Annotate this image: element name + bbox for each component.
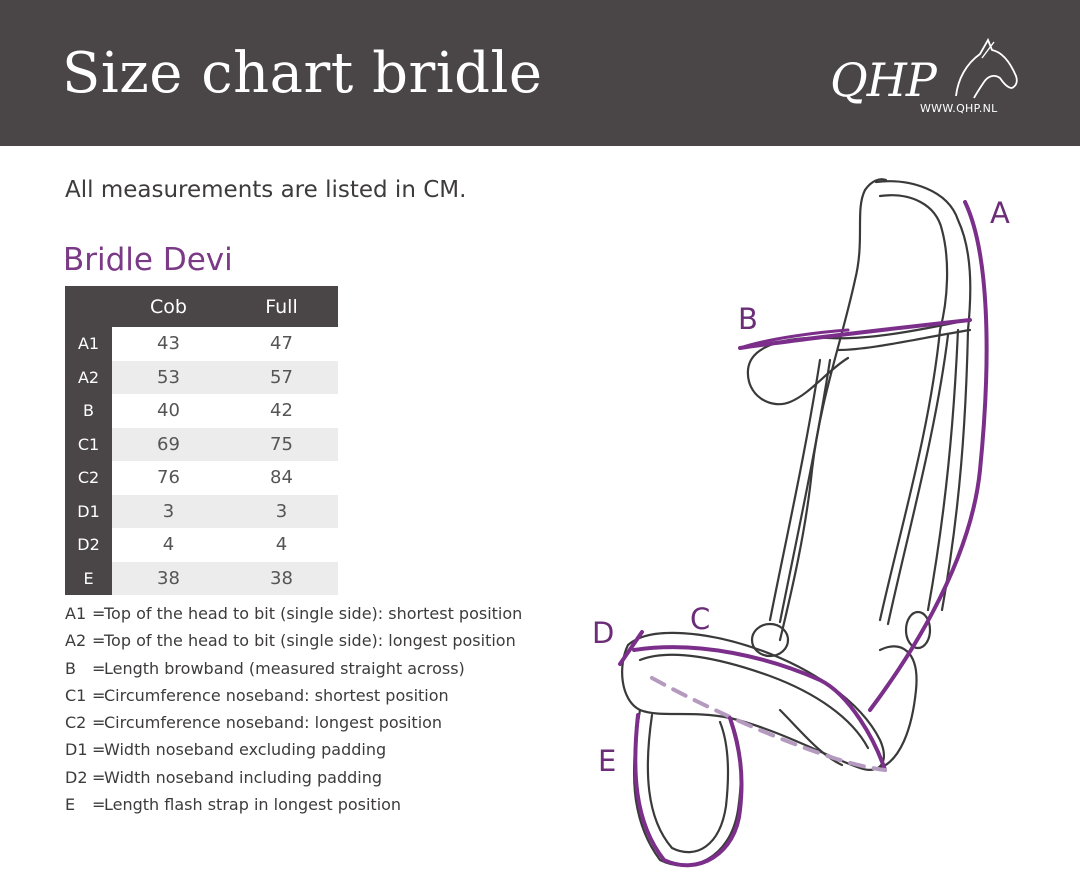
- callout-b: B: [738, 302, 758, 336]
- equals-sign: =: [92, 604, 106, 623]
- legend-text: Circumference noseband: longest position: [104, 713, 443, 733]
- legend-code: D1: [65, 740, 88, 760]
- model-title: Bridle Devi: [63, 242, 233, 278]
- equals-sign: =: [92, 685, 106, 705]
- row-code: A1: [65, 327, 112, 361]
- bridle-illustration-icon: [580, 170, 1060, 878]
- legend-code: B: [65, 658, 76, 678]
- cob-value: 43: [112, 327, 225, 361]
- cob-value: 38: [112, 562, 225, 596]
- cob-value: 4: [112, 528, 225, 562]
- full-value: 84: [225, 461, 338, 495]
- table-row: [65, 562, 338, 596]
- full-value: 4: [225, 528, 338, 562]
- full-value: 47: [225, 327, 338, 361]
- equals-sign: =: [92, 658, 106, 678]
- full-value: 3: [225, 495, 338, 529]
- cob-value: 3: [112, 495, 225, 529]
- legend-item: [65, 600, 522, 627]
- table-corner: [65, 286, 112, 327]
- page-title: Size chart bridle: [62, 41, 543, 106]
- full-value: 42: [225, 394, 338, 428]
- legend-item: [65, 627, 522, 654]
- legend-item: [65, 682, 522, 709]
- horse-head-icon: [936, 34, 1026, 104]
- callout-d: D: [592, 616, 615, 650]
- column-header-cob: Cob: [112, 286, 225, 327]
- legend-item: [65, 764, 522, 791]
- legend-item: [65, 709, 522, 736]
- row-code: B: [65, 394, 112, 428]
- units-note: All measurements are listed in CM.: [65, 177, 467, 203]
- legend-text: Length flash strap in longest position: [104, 795, 402, 815]
- row-code: D2: [65, 528, 112, 562]
- table-row: [65, 461, 338, 495]
- row-code: D1: [65, 495, 112, 529]
- row-code: A2: [65, 361, 112, 395]
- table-row: [65, 327, 338, 361]
- cob-value: 76: [112, 461, 225, 495]
- legend-code: C1: [65, 685, 87, 705]
- equals-sign: =: [92, 740, 106, 760]
- legend-item: [65, 791, 522, 818]
- legend-item: [65, 655, 522, 682]
- row-code: C1: [65, 428, 112, 462]
- cob-value: 69: [112, 428, 225, 462]
- column-header-full: Full: [225, 286, 338, 327]
- table-row: [65, 394, 338, 428]
- bridle-diagram: [580, 170, 1060, 878]
- equals-sign: =: [92, 631, 106, 651]
- legend-text: Width noseband including padding: [104, 767, 382, 787]
- measure-c-line: [634, 647, 885, 770]
- full-value: 38: [225, 562, 338, 596]
- full-value: 75: [225, 428, 338, 462]
- size-table: [65, 286, 338, 595]
- callout-e: E: [598, 744, 617, 778]
- legend-text: Top of the head to bit (single side): longest position: [104, 631, 516, 651]
- table-row: [65, 528, 338, 562]
- legend-text: Width noseband excluding padding: [104, 740, 387, 760]
- table-row: [65, 428, 338, 462]
- brand-logo: [826, 34, 1026, 124]
- row-code: E: [65, 562, 112, 596]
- measurement-legend: [65, 600, 522, 818]
- legend-code: C2: [65, 713, 87, 733]
- legend-item: [65, 736, 522, 763]
- callout-a: A: [990, 196, 1010, 230]
- measure-b-line: [740, 320, 970, 348]
- logo-url: WWW.QHP.NL: [920, 102, 998, 115]
- legend-code: D2: [65, 767, 88, 787]
- header-banner: [0, 0, 1080, 146]
- equals-sign: =: [92, 795, 106, 815]
- legend-text: Circumference noseband: shortest position: [104, 685, 449, 705]
- equals-sign: =: [92, 767, 106, 787]
- table-row: [65, 495, 338, 529]
- cob-value: 53: [112, 361, 225, 395]
- row-code: C2: [65, 461, 112, 495]
- full-value: 57: [225, 361, 338, 395]
- equals-sign: =: [92, 713, 106, 733]
- callout-c: C: [690, 602, 711, 636]
- legend-text: Length browband (measured straight across): [104, 658, 465, 678]
- legend-code: A2: [65, 631, 87, 651]
- cob-value: 40: [112, 394, 225, 428]
- legend-code: E: [65, 795, 76, 815]
- table-header-row: [65, 286, 338, 327]
- table-row: [65, 361, 338, 395]
- legend-text: Top of the head to bit (single side): shortest position: [104, 604, 523, 623]
- legend-code: A1: [65, 604, 87, 623]
- logo-wordmark: QHP: [830, 53, 936, 107]
